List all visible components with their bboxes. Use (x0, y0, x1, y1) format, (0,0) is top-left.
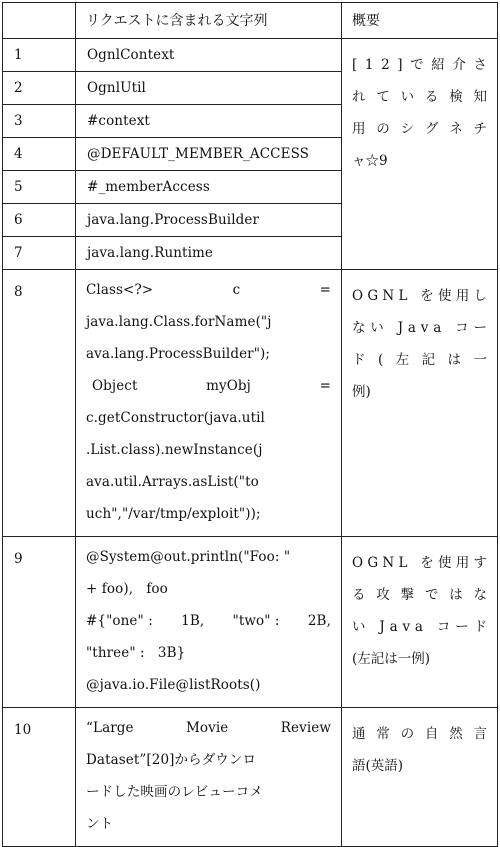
header-row (3, 3, 498, 39)
description-line: 例) (352, 384, 371, 400)
row-num: 9 (3, 537, 76, 708)
row-num: 3 (3, 105, 76, 138)
description-line: る 攻 撃 で は な (352, 587, 487, 603)
code-line (86, 637, 331, 669)
code-line: .List.class).newInstance(j (86, 442, 263, 458)
code-token: #{"one" : (86, 613, 153, 629)
code-token: + foo), (86, 581, 134, 597)
row-string: java.lang.ProcessBuilder (76, 204, 342, 237)
code-line: java.lang.Class.forName("j (86, 314, 272, 330)
header-string-cell: リクエストに含まれる文字列 (76, 3, 342, 39)
code-token: 1B, (181, 613, 205, 629)
code-token: Object (92, 378, 138, 394)
code-line (86, 274, 331, 306)
row-string (76, 708, 342, 847)
text-token: Review (280, 720, 331, 736)
description-line: [ 1 2 ] で 紹 介 さ (352, 57, 487, 73)
code-line: ava.util.Arrays.asList("to (86, 474, 259, 490)
header-num-cell (3, 3, 76, 39)
row-string: #context (76, 105, 342, 138)
code-token: Class<?> (86, 282, 154, 298)
description-line: 用 の シ グ ネ チ (352, 121, 487, 137)
row-num: 10 (3, 708, 76, 847)
code-token: 3B} (157, 645, 186, 661)
text-line: ードした映画のレビューコメ (86, 784, 263, 800)
table-row (3, 537, 498, 708)
code-line: ava.lang.ProcessBuilder"); (86, 346, 271, 362)
code-line: uch","/var/tmp/exploit")); (86, 506, 261, 522)
code-token: c (232, 282, 241, 298)
code-line: c.getConstructor(java.util (86, 410, 265, 426)
code-token: 2B, (307, 613, 331, 629)
code-token: "two" : (232, 613, 280, 629)
signature-table (2, 2, 498, 847)
code-token: myObj (206, 378, 251, 394)
row-num: 8 (3, 270, 76, 537)
row-string: #_memberAccess (76, 171, 342, 204)
text-line: ント (86, 816, 114, 832)
table-row (3, 39, 498, 72)
group-description (342, 39, 498, 270)
row-num: 7 (3, 237, 76, 270)
row-num: 6 (3, 204, 76, 237)
code-line (86, 605, 331, 637)
description-line: O G N L を 使 用 し (352, 288, 487, 304)
description-line: れ て い る 検 知 (352, 89, 487, 105)
row-string: java.lang.Runtime (76, 237, 342, 270)
text-token: “Large (86, 720, 134, 736)
description-line: い J a v a コ ー ド (352, 619, 487, 635)
row-description (342, 537, 498, 708)
text-line: Dataset”[20]からダウンロ (86, 752, 257, 768)
row-num: 4 (3, 138, 76, 171)
row-num: 2 (3, 72, 76, 105)
table-row (3, 708, 498, 847)
code-token: = (319, 282, 331, 298)
code-token: "three" : (86, 645, 145, 661)
header-desc-cell: 概要 (342, 3, 498, 39)
description-line: O G N L を 使 用 す (352, 555, 487, 571)
table-row (3, 270, 498, 537)
code-token: = (319, 378, 331, 394)
description-line: ド ( 左 記 は 一 (352, 352, 487, 368)
code-line (86, 370, 331, 402)
row-description (342, 708, 498, 847)
row-num: 1 (3, 39, 76, 72)
code-line (86, 573, 331, 605)
code-line: @java.io.File@listRoots() (86, 677, 261, 693)
row-string: OgnlUtil (76, 72, 342, 105)
description-line: (左記は一例) (352, 651, 431, 667)
row-string: OgnlContext (76, 39, 342, 72)
description-line: ャ☆9 (352, 153, 388, 169)
code-line: @System@out.println("Foo: " (86, 549, 291, 565)
row-description (342, 270, 498, 537)
code-token: foo (146, 581, 168, 597)
description-line: 語(英語) (352, 758, 404, 774)
row-num: 5 (3, 171, 76, 204)
row-string (76, 537, 342, 708)
description-line: 通 常 の 自 然 言 (352, 726, 487, 742)
description-line: な い J a v a コ ー (352, 320, 487, 336)
text-token: Movie (185, 720, 229, 736)
row-string: @DEFAULT_MEMBER_ACCESS (76, 138, 342, 171)
row-string (76, 270, 342, 537)
text-line (86, 712, 331, 744)
